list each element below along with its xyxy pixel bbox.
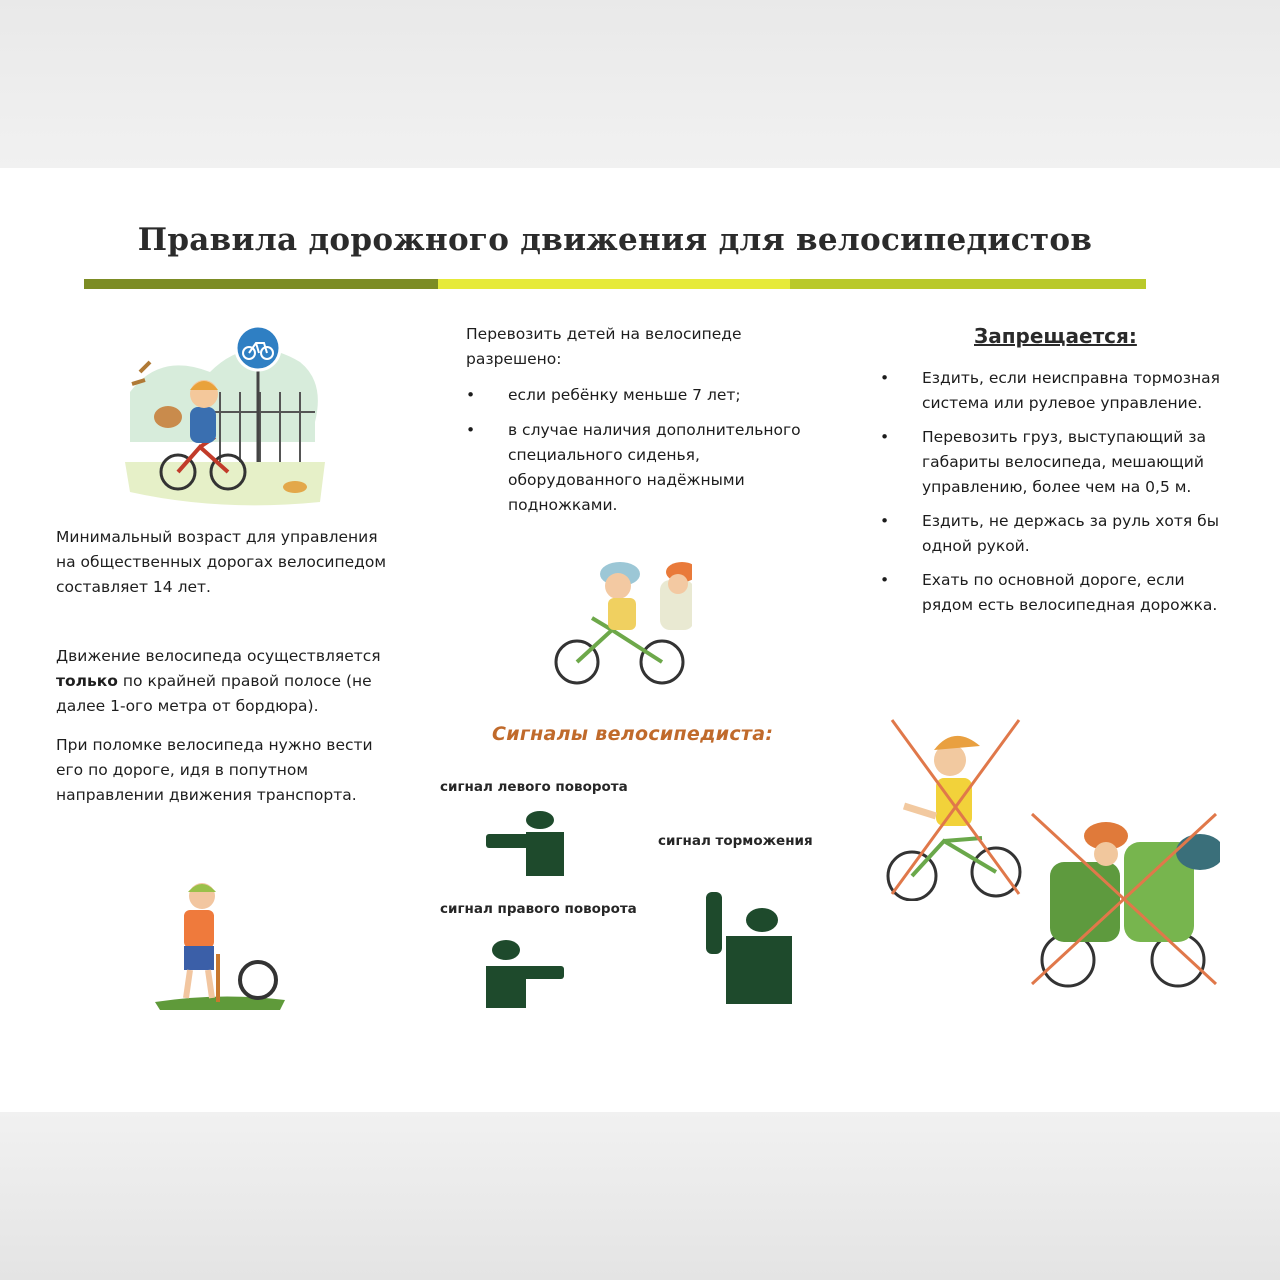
poster-sheet (0, 168, 1280, 1112)
children-transport-list (466, 383, 811, 518)
bullet-icon: • (880, 369, 890, 387)
no-hands-riding-crossed-illustration (884, 716, 1029, 901)
bullet-icon: • (880, 428, 890, 446)
paragraph-right-lane-bold: только (56, 672, 118, 690)
page-title: Правила дорожного движения для велосипедистов (137, 222, 1093, 258)
children-transport-item: • если ребёнку меньше 7 лет; (466, 383, 811, 408)
children-transport-intro: Перевозить детей на велосипеде разрешено: (466, 325, 742, 368)
forbidden-heading: Запрещается: (974, 324, 1137, 348)
paragraph-right-lane-start: Движение велосипеда осуществляется (56, 647, 381, 665)
paragraph-right-lane (56, 644, 396, 719)
title-underline-dark (84, 279, 438, 289)
top-background (0, 0, 1280, 168)
forbidden-list (880, 366, 1225, 618)
paragraph-breakdown: При поломке велосипеда нужно вести его по дороге, идя в попутном направлении движения транспорта. (56, 736, 373, 804)
forbidden-item: • Перевозить груз, выступающий за габариты велосипеда, мешающий управлению, более чем на 0,5 м. (880, 425, 1225, 500)
children-transport-item: • в случае наличия дополнительного специального сиденья, оборудованного надёжными подножками. (466, 418, 811, 518)
child-pumping-tire-illustration (150, 874, 290, 1014)
signal-right-turn-icon (484, 936, 568, 1010)
bullet-icon: • (880, 512, 890, 530)
parent-with-child-seat-illustration (552, 540, 692, 690)
paragraph-min-age: Минимальный возраст для управления на общественных дорогах велосипедом составляет 14 лет. (56, 528, 387, 596)
bullet-icon: • (466, 386, 476, 404)
signal-left-turn-icon (484, 810, 568, 878)
paragraph-right-lane-end: по крайней правой полосе (не далее 1-ого метра от бордюра). (56, 672, 372, 715)
forbidden-item: • Ездить, если неисправна тормозная система или рулевое управление. (880, 366, 1225, 416)
signal-right-label: сигнал правого поворота (440, 901, 637, 917)
forbidden-item: • Ездить, не держась за руль хотя бы одной рукой. (880, 509, 1225, 559)
signal-brake-label: сигнал торможения (658, 833, 813, 849)
signals-heading: Сигналы велосипедиста: (492, 723, 774, 745)
signal-left-label: сигнал левого поворота (440, 779, 628, 795)
bottom-background (0, 1112, 1280, 1280)
title-underline-yellow (438, 279, 790, 289)
bullet-icon: • (880, 571, 890, 589)
bullet-icon: • (466, 421, 476, 439)
title-underline-green (790, 279, 1146, 289)
forbidden-item: • Ехать по основной дороге, если рядом есть велосипедная дорожка. (880, 568, 1225, 618)
overloaded-bicycle-crossed-illustration (1030, 812, 1220, 988)
signal-braking-icon (704, 890, 794, 1006)
child-cycling-illustration (120, 312, 330, 512)
